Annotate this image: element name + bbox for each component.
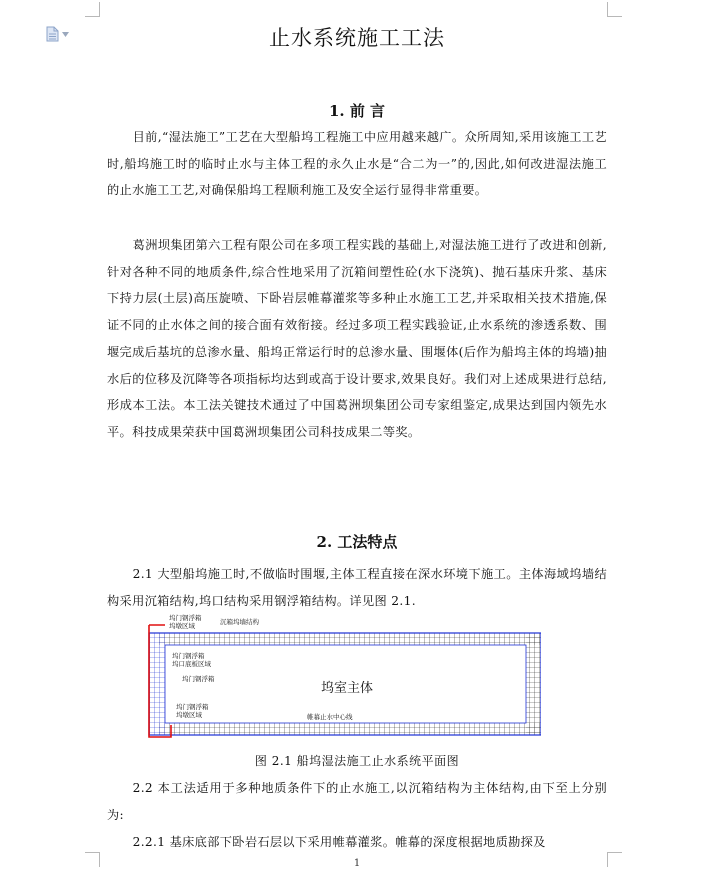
crop-mark-top-left — [85, 2, 100, 17]
section-heading-2: 2. 工法特点 — [316, 533, 398, 551]
figure-label-gate-3: 坞门钢浮箱 — [182, 675, 215, 683]
paragraph-intro-2: 葛洲坝集团第六工程有限公司在多项工程实践的基础上,对湿法施工进行了改进和创新,针对各种不同的地质条件,综合性地采用了沉箱间塑性砼(水下浇筑)、抛石基床升浆、基床下持力层(土层)高压旋喷、下卧岩层帷幕灌浆等多种止水施工工艺,并采取相关技术措施,保证不同的止水体之间的接合面有效衔接。经过多项工程实践验证,止水系统的渗透系数、围堰完成后基坑的总渗水量、船坞正常运行时的总渗水量、围堰体(后作为船坞主体的坞墙)抽水后的位移及沉降等各项指标均达到或高于设计要求,效果良好。我们对上述成果进行总结,形成本工法。本工法关键技术通过了中国葛洲坝集团公司专家组鉴定,成果达到国内领先水平。科技成果荣获中国葛洲坝集团公司科技成果二等奖。 — [107, 238, 607, 439]
left-wall-grid — [149, 633, 165, 735]
bottom-wall-grid — [159, 723, 541, 735]
top-wall-grid — [159, 633, 541, 645]
crop-mark-top-right — [607, 2, 622, 17]
paragraph-2-1: 2.1 大型船坞施工时,不做临时围堰,主体工程直接在深水环境下施工。主体海域坞墙结构采用沉箱结构,坞口结构采用钢浮箱结构。详见图 2.1. — [107, 567, 607, 608]
figure-label-pier-1: 坞墩区域 — [169, 622, 195, 630]
figure-label-pier-2: 坞墩区域 — [176, 711, 202, 719]
figure-label-caisson: 沉箱坞墙结构 — [220, 618, 259, 626]
figure-label-bottom-plate: 坞口底板区域 — [172, 660, 211, 668]
figure-caption: 图 2.1 船坞湿法施工止水系统平面图 — [254, 754, 460, 768]
section-heading-1: 1. 前 言 — [328, 102, 386, 120]
page-number: 1 — [353, 858, 361, 869]
figure-center-label: 坞室主体 — [321, 681, 374, 696]
figure-label-gate-1: 坞门钢浮箱 — [169, 614, 202, 622]
right-wall-grid — [526, 633, 541, 735]
paragraph-2-2: 2.2 本工法适用于多种地质条件下的止水施工,以沉箱结构为主体结构,由下至上分别为: — [107, 781, 607, 822]
figure-label-curtain: 帷幕止水中心线 — [307, 713, 353, 721]
figure-label-gate-4: 坞门钢浮箱 — [176, 703, 209, 711]
figure-2-1 — [145, 613, 541, 739]
figure-label-gate-2: 坞门钢浮箱 — [172, 652, 205, 660]
paragraph-2-2-1: 2.2.1 基床底部下卧岩石层以下采用帷幕灌浆。帷幕的深度根据地质勘探及 — [132, 835, 546, 849]
document-title: 止水系统施工工法 — [269, 26, 445, 50]
paragraph-intro-1: 目前,“湿法施工”工艺在大型船坞工程施工中应用越来越广。众所周知,采用该施工工艺时,船坞施工时的临时止水与主体工程的永久止水是“合二为一”的,因此,如何改进湿法施工的止水施工工艺,对确保船坞工程顺利施工及安全运行显得非常重要。 — [107, 130, 607, 198]
